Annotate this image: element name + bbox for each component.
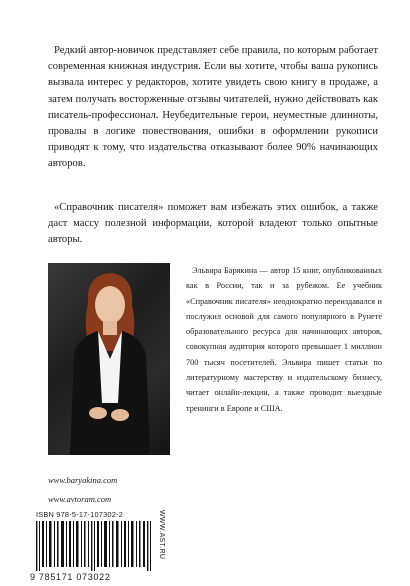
publisher-url-vertical: WWW.AST.RU <box>158 510 165 560</box>
website-link-baryakina: www.baryakina.com <box>48 475 118 485</box>
barcode-number: 9 785171 073022 <box>30 572 111 582</box>
website-link-avtoram: www.avtoram.com <box>48 494 112 504</box>
author-bio: Эльвира Барякина — автор 15 книг, опубликованных как в России, так и за рубежом. Ее учебник «Справочник писателя» неоднократно переиздавался и послужил основой для самого популярного в Рунете образовательного ресурса для начинающих авторов, совокупная аудитория которого превышает 1 миллион 700 тысяч посетителей. Эльвира пишет статьи по литературному мастерству и издательскому бизнесу, читает онлайн-лекции, а также проводит выездные тренинги в Европе и США. <box>186 266 382 413</box>
isbn-label: ISBN 978-5-17-107302-2 <box>36 510 123 519</box>
intro-paragraph: Редкий автор-новичок представляет себе правила, по которым работает современная книжная индустрия. Если вы хотите, чтобы ваша рукопись вызвала интерес у редакторов, хотите увидеть свою книгу в продаже, а затем получать восторженные отзывы читателей, нужно действовать как писатель-профессионал. Неубедительные герои, неуместные длинноты, провалы в логике повествования, ошибки в оформлении рукописи приводят к тому, что издательства отказывают более 90% начинающих авторов. <box>48 45 378 170</box>
author-photo <box>48 263 170 455</box>
author-portrait-image <box>48 263 170 455</box>
barcode-icon <box>36 521 156 571</box>
handbook-paragraph: «Справочник писателя» поможет вам избежать этих ошибок, а также даст массу полезной информации, которой владеют только опытные авторы. <box>48 202 378 246</box>
